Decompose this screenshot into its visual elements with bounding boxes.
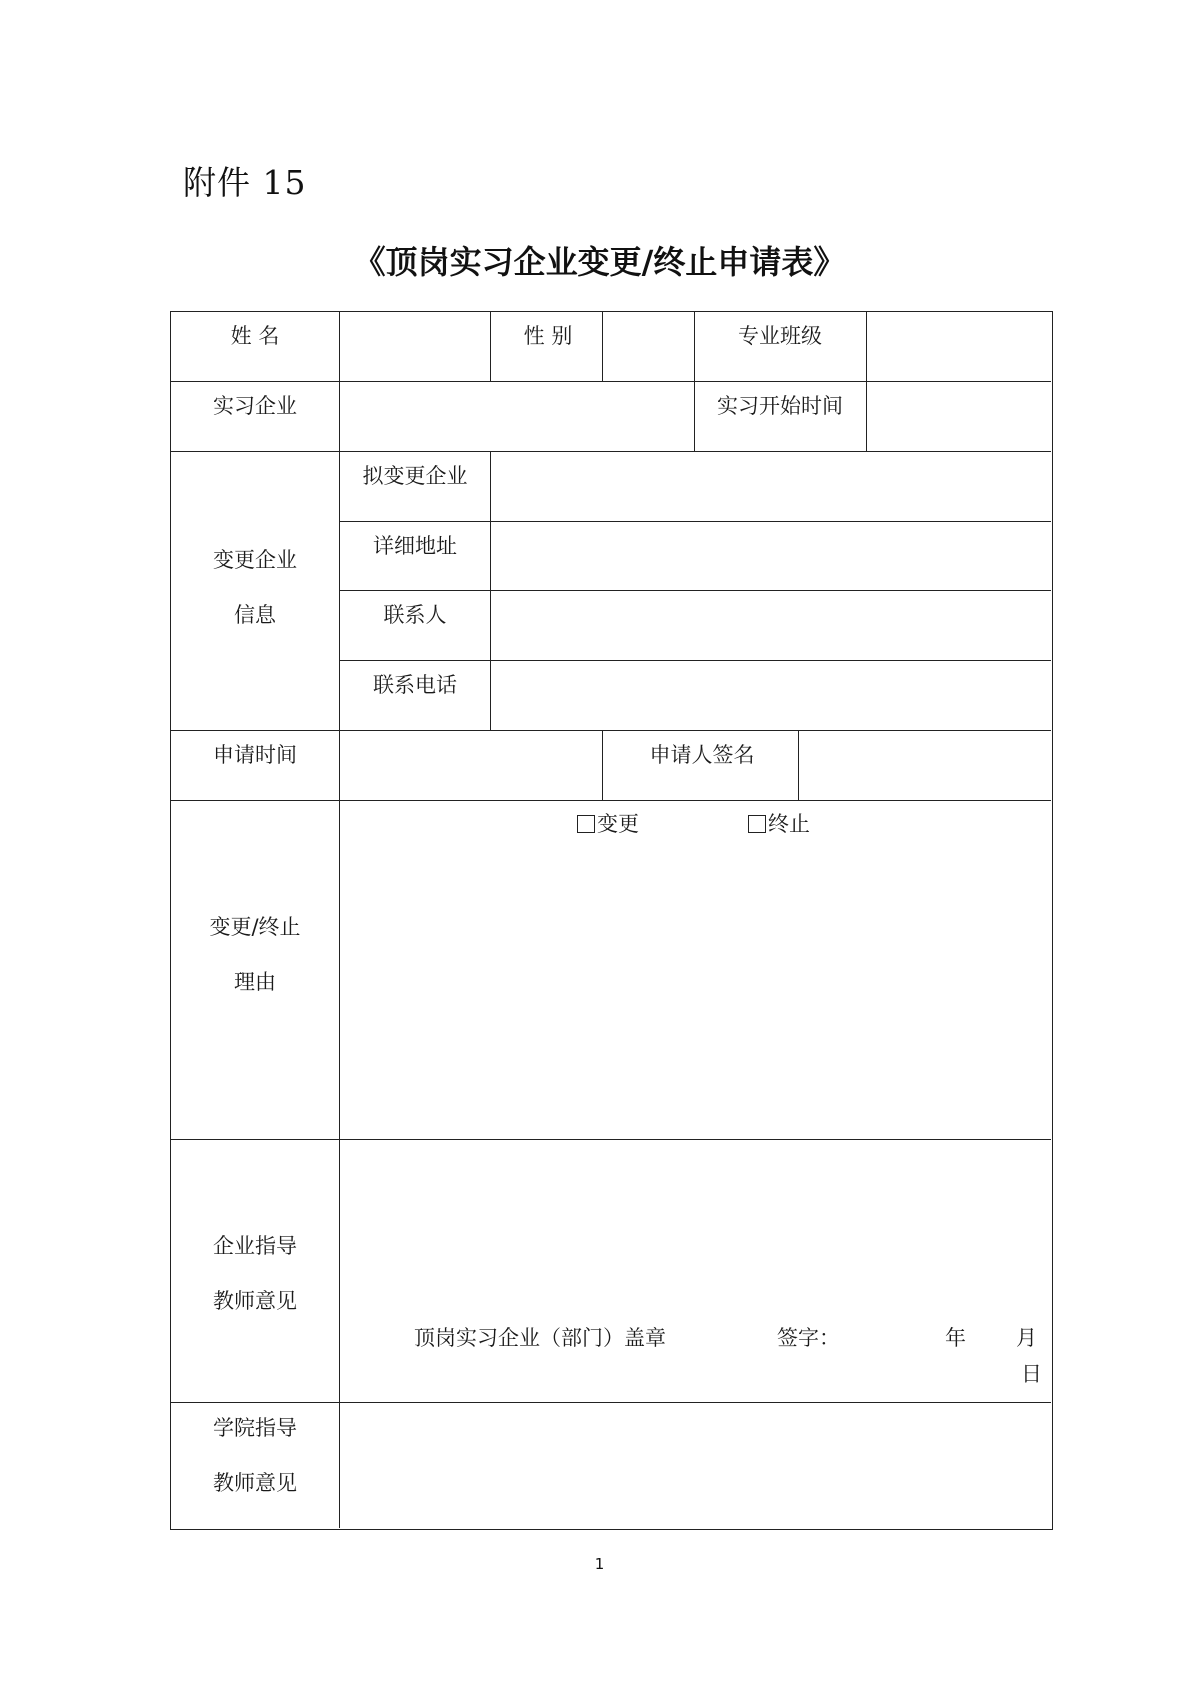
attachment-number: 附件 15 — [183, 163, 307, 202]
new-company-label: 拟变更企业 — [362, 464, 468, 488]
name-field[interactable] — [341, 313, 489, 380]
phone-label: 联系电话 — [373, 673, 457, 697]
page-number: 1 — [594, 1555, 605, 1573]
row-divider — [340, 590, 1051, 591]
row-divider — [171, 800, 1051, 801]
major-class-label: 专业班级 — [738, 324, 822, 348]
form-title: 《顶岗实习企业变更/终止申请表》 — [353, 243, 846, 281]
company-mentor-label-2: 教师意见 — [213, 1289, 297, 1313]
applicant-sign-field[interactable] — [800, 732, 1050, 799]
address-label: 详细地址 — [373, 534, 457, 558]
reason-field[interactable] — [341, 842, 1050, 1138]
col-divider — [339, 312, 340, 1528]
college-mentor-label-2: 教师意见 — [213, 1471, 297, 1495]
applicant-sign-label: 申请人签名 — [649, 743, 755, 767]
address-field[interactable] — [492, 523, 1050, 589]
change-info-label: 变更企业 — [213, 548, 297, 572]
name-label: 姓 名 — [230, 324, 280, 348]
contact-field[interactable] — [492, 592, 1050, 659]
day-text: 日 — [1021, 1362, 1042, 1386]
month-text: 月 — [1016, 1326, 1037, 1350]
new-company-field[interactable] — [492, 453, 1050, 520]
col-divider — [866, 312, 867, 451]
contact-label: 联系人 — [383, 603, 447, 627]
college-mentor-opinion-field[interactable] — [341, 1404, 1050, 1527]
col-divider — [490, 312, 491, 381]
row-divider — [171, 1139, 1051, 1140]
option-terminate-label: 终止 — [768, 812, 810, 836]
option-change-label: 变更 — [597, 812, 639, 836]
company-mentor-label: 企业指导 — [213, 1234, 297, 1258]
row-divider — [340, 660, 1051, 661]
start-time-field[interactable] — [868, 383, 1050, 450]
college-mentor-label: 学院指导 — [213, 1416, 297, 1440]
reason-label-2: 理由 — [234, 970, 276, 994]
application-form — [170, 311, 1053, 1530]
col-divider — [490, 451, 491, 730]
row-divider — [171, 1402, 1051, 1403]
option-change[interactable] — [577, 812, 639, 836]
change-info-label-2: 信息 — [234, 603, 276, 627]
start-time-label: 实习开始时间 — [717, 394, 843, 418]
company-label: 实习企业 — [213, 394, 297, 418]
terminate-checkbox[interactable] — [748, 815, 766, 833]
apply-time-field[interactable] — [341, 732, 601, 799]
col-divider — [798, 730, 799, 800]
col-divider — [602, 730, 603, 800]
col-divider — [602, 312, 603, 381]
major-class-field[interactable] — [868, 313, 1050, 380]
col-divider — [694, 312, 695, 451]
row-divider — [171, 381, 1051, 382]
signature-text: 签字： — [777, 1326, 840, 1350]
stamp-text: 顶岗实习企业（部门）盖章 — [414, 1326, 666, 1350]
year-text: 年 — [945, 1326, 966, 1350]
option-terminate[interactable] — [748, 812, 810, 836]
apply-time-label: 申请时间 — [213, 743, 297, 767]
company-field[interactable] — [341, 383, 693, 450]
row-divider — [171, 451, 1051, 452]
change-checkbox[interactable] — [577, 815, 595, 833]
company-mentor-opinion-field[interactable] — [341, 1141, 1050, 1311]
row-divider — [340, 521, 1051, 522]
reason-label: 变更/终止 — [209, 915, 301, 939]
phone-field[interactable] — [492, 662, 1050, 729]
gender-field[interactable] — [604, 313, 693, 380]
gender-label: 性 别 — [523, 324, 573, 348]
row-divider — [171, 730, 1051, 731]
